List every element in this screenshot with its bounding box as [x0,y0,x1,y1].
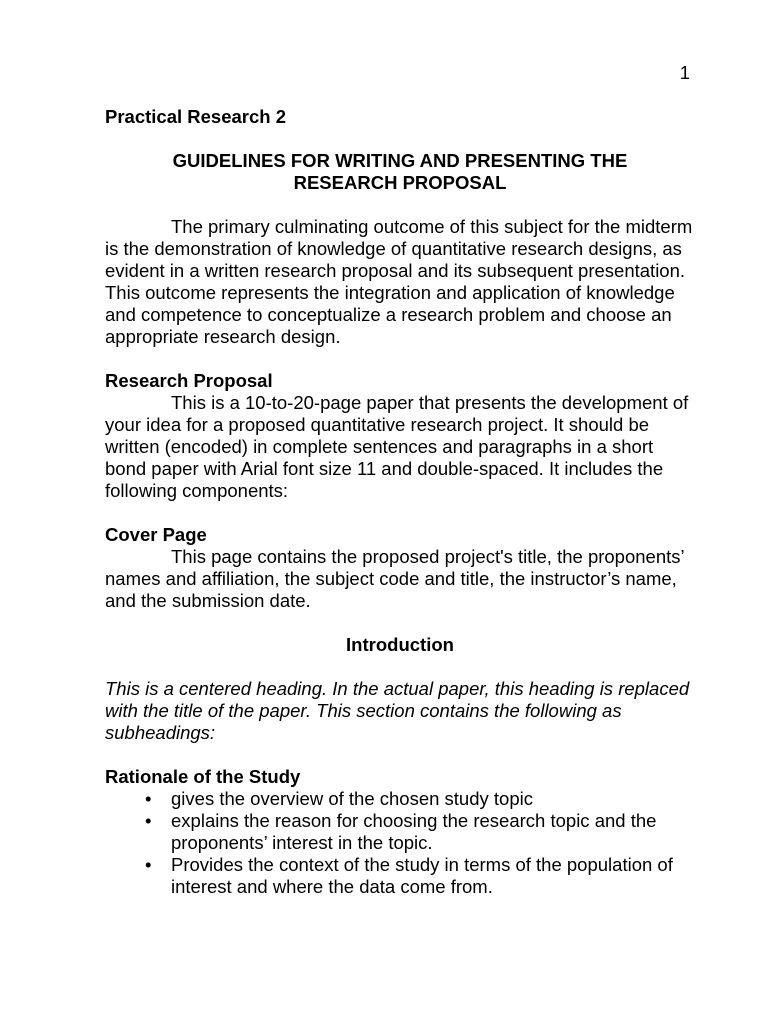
document-title [105,150,695,194]
document-title-line-1: GUIDELINES FOR WRITING AND PRESENTING THE [172,150,628,171]
bullet-icon: • [145,854,152,875]
list-item [105,788,695,810]
list-item-text: explains the reason for choosing the research topic and the proponents’ interest in the topic. [171,810,657,853]
introduction-text: This is a centered heading. In the actual paper, this heading is replaced with the title of the paper. This section contains the following as subheadings: [105,678,690,743]
intro-paragraph: The primary culminating outcome of this subject for the midterm is the demonstration of knowledge of quantitative research designs, as evident in a written research proposal and its subsequent presentation. This outcome represents the integration and application of knowledge and competence to conceptualize a research problem and choose an appropriate research design. [105,216,693,347]
document-title-line-2: RESEARCH PROPOSAL [293,172,507,193]
rationale-heading: Rationale of the Study [105,766,301,787]
page-number: 1 [679,62,690,83]
course-title: Practical Research 2 [105,106,287,127]
bullet-icon: • [145,810,152,831]
document-body [105,106,695,898]
research-proposal-heading: Research Proposal [105,370,273,391]
list-item [105,854,695,898]
introduction-heading: Introduction [346,634,454,655]
cover-page-text: This page contains the proposed project's title, the proponents’ names and affiliation, the subject code and title, the instructor’s name, and the submission date. [105,546,684,611]
bullet-icon: • [145,788,152,809]
research-proposal-text: This is a 10-to-20-page paper that presents the development of your idea for a proposed quantitative research project. It should be written (encoded) in complete sentences and paragraphs in a short bond paper with Arial font size 11 and double-spaced. It includes the following components: [105,392,689,501]
rationale-bullet-list [105,788,695,898]
list-item-text: gives the overview of the chosen study topic [171,788,533,809]
cover-page-heading: Cover Page [105,524,207,545]
list-item-text: Provides the context of the study in terms of the population of interest and where the data come from. [171,854,673,897]
list-item [105,810,695,854]
